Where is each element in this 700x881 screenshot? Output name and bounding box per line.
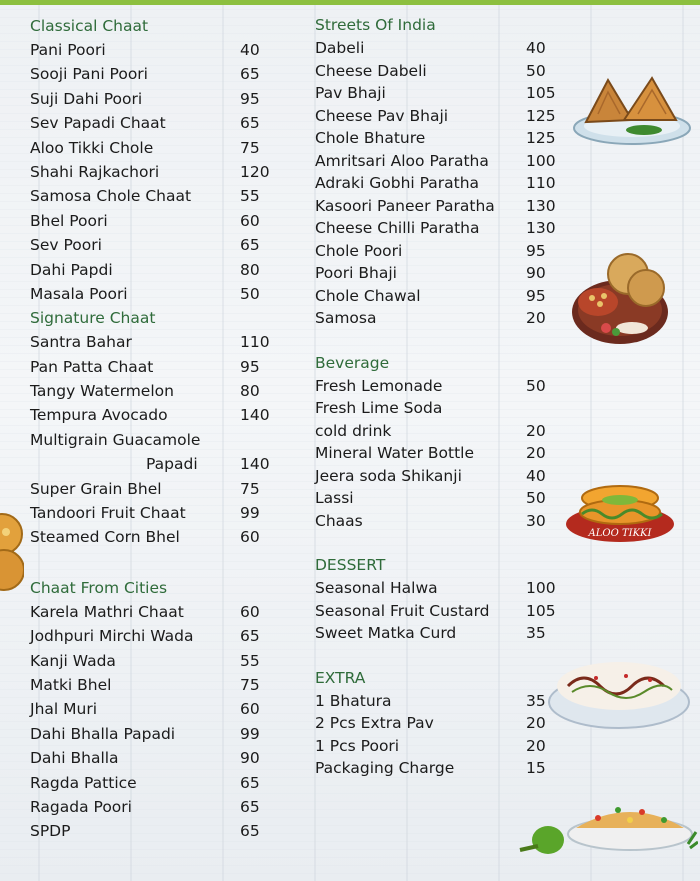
menu-item (30, 477, 270, 501)
menu-item-name: Cheese Dabeli (315, 61, 427, 80)
menu-item-name: Chaas (315, 511, 363, 530)
menu-item-price: 95 (240, 89, 260, 108)
menu-item-price: 50 (240, 284, 260, 303)
menu-item (315, 375, 560, 398)
menu-item (30, 379, 270, 403)
menu-item-price: 65 (240, 797, 260, 816)
menu-item (315, 577, 560, 600)
menu-item (315, 420, 560, 443)
menu-item-name: Kanji Wada (30, 651, 116, 670)
menu-item-name: Sooji Pani Poori (30, 65, 148, 84)
menu-item-price: 20 (526, 714, 546, 732)
menu-item (30, 184, 270, 208)
menu-item (30, 233, 270, 257)
menu-item (315, 712, 560, 735)
menu-item (30, 209, 270, 233)
menu-item-name: Cheese Chilli Paratha (315, 219, 480, 237)
menu-item-name: Chole Bhature (315, 129, 426, 147)
menu-item (30, 258, 270, 282)
menu-item-price: 80 (240, 260, 260, 279)
menu-item-price: 65 (240, 236, 260, 255)
menu-item-price: 50 (526, 61, 546, 80)
menu-item-price: 40 (526, 466, 546, 485)
menu-item-price: 60 (240, 211, 260, 230)
menu-item-name: Seasonal Halwa (315, 579, 438, 597)
menu-item-price: 120 (240, 162, 270, 181)
menu-item-price: 55 (240, 187, 260, 206)
menu-item-name: Poori Bhaji (315, 264, 397, 282)
menu-item-name: SPDP (30, 822, 71, 841)
menu-item-name: Packaging Charge (315, 759, 455, 777)
bhel-plate-image (518, 792, 698, 862)
section-title: Chaat From Cities (30, 578, 168, 597)
menu-item (315, 37, 560, 60)
menu-item-price: 110 (526, 174, 556, 192)
menu-item (315, 172, 560, 195)
menu-item-name: Kasoori Paneer Paratha (315, 196, 495, 215)
menu-item (315, 757, 560, 780)
menu-item-price: 80 (240, 382, 260, 401)
menu-column-left (30, 14, 270, 844)
menu-item (30, 746, 270, 770)
menu-item-price (526, 397, 560, 420)
menu-item (315, 510, 560, 533)
menu-item-name: Pav Bhaji (315, 84, 386, 102)
menu-item-name: Lassi (315, 489, 354, 507)
menu-item (30, 819, 270, 843)
menu-item-name: Sweet Matka Curd (315, 624, 457, 642)
menu-item-name: Samosa (315, 309, 377, 327)
menu-item-name: 1 Bhatura (315, 691, 392, 710)
menu-item (30, 624, 270, 648)
menu-item-price: 50 (526, 376, 546, 395)
menu-item (30, 403, 270, 427)
menu-item (315, 262, 560, 285)
menu-item-price: 95 (526, 241, 546, 260)
menu-item (30, 136, 270, 160)
menu-item-price: 105 (526, 601, 556, 620)
dahi-bhalla-bowl-image (546, 652, 692, 732)
menu-item-price: 125 (526, 129, 556, 147)
section-title: Signature Chaat (30, 309, 156, 328)
menu-item-name: Matki Bhel (30, 675, 112, 694)
menu-item-name: 1 Pcs Poori (315, 736, 400, 755)
menu-item-name: Samosa Chole Chaat (30, 187, 192, 206)
section-spacer (30, 550, 270, 576)
menu-item (315, 690, 560, 713)
menu-item-price: 90 (240, 749, 260, 768)
menu-item-name: Santra Bahar (30, 333, 132, 352)
menu-item-price: 60 (240, 528, 260, 547)
menu-item (315, 217, 560, 240)
menu-item-price: 20 (526, 736, 546, 755)
menu-item-price: 20 (526, 309, 546, 327)
menu-item-name: Cheese Pav Bhaji (315, 106, 449, 125)
menu-item-price: 75 (240, 138, 260, 157)
menu-item-name: Masala Poori (30, 284, 128, 303)
menu-item (30, 600, 270, 624)
menu-item-name: Jhal Muri (30, 700, 98, 719)
menu-item (315, 600, 560, 623)
section-spacer (315, 330, 560, 352)
menu-item-price: 65 (240, 822, 260, 841)
section-title: Streets Of India (315, 16, 436, 34)
section-spacer (315, 532, 560, 554)
menu-item (30, 795, 270, 819)
menu-item-price: 95 (526, 286, 546, 305)
menu-item (315, 397, 560, 420)
menu-item-name: Adraki Gobhi Paratha (315, 174, 480, 192)
menu-column-right (315, 14, 560, 780)
aloo-tikki-plate-image (562, 470, 680, 546)
menu-item-price: 125 (526, 106, 556, 125)
menu-item-name: Sev Poori (30, 236, 102, 255)
menu-item (30, 330, 270, 354)
menu-item-name: Jeera soda Shikanji (315, 466, 462, 485)
menu-item-name: 2 Pcs Extra Pav (315, 714, 434, 732)
menu-item-name: Super Grain Bhel (30, 479, 162, 498)
menu-item (315, 60, 560, 83)
menu-item-name: Steamed Corn Bhel (30, 528, 180, 547)
menu-item-name: Dahi Bhalla Papadi (30, 724, 176, 743)
menu-item (30, 771, 270, 795)
section-title: EXTRA (315, 668, 366, 687)
menu-item-price: 140 (240, 406, 270, 425)
menu-item-name: Tangy Watermelon (30, 382, 174, 401)
menu-item (30, 649, 270, 673)
menu-item (30, 501, 270, 525)
menu-item-price: 130 (526, 196, 556, 215)
menu-item-name: Amritsari Aloo Paratha (315, 151, 489, 170)
menu-item-name: Karela Mathri Chaat (30, 602, 184, 621)
menu-item (30, 673, 270, 697)
menu-item-name: Pan Patta Chaat (30, 357, 154, 376)
menu-item (315, 82, 560, 105)
menu-item-name: Dabeli (315, 39, 365, 57)
menu-item (30, 355, 270, 379)
menu-item-price: 100 (526, 579, 556, 597)
menu-item-price: 75 (240, 675, 260, 694)
menu-item-price: 40 (526, 39, 546, 57)
menu-item (315, 285, 560, 308)
menu-item-price: 60 (240, 602, 260, 621)
menu-item (315, 442, 560, 465)
menu-item-name: Tandoori Fruit Chaat (30, 504, 186, 523)
menu-item-name: Chole Chawal (315, 286, 421, 305)
menu-item (315, 105, 560, 128)
menu-item-name: Fresh Lime Soda (315, 399, 443, 417)
menu-item-price: 30 (526, 511, 546, 530)
menu-item-name-continued: Papadi (146, 455, 198, 474)
menu-item-name: Tempura Avocado (30, 406, 168, 425)
menu-item-price: 110 (240, 333, 270, 352)
menu-item-price: 99 (240, 504, 260, 523)
menu-item-name: Sev Papadi Chaat (30, 114, 166, 133)
menu-item-price: 65 (240, 627, 260, 646)
menu-item-price: 35 (526, 624, 546, 642)
menu-item-name: Mineral Water Bottle (315, 444, 475, 462)
menu-item (30, 38, 270, 62)
menu-item-name: Aloo Tikki Chole (30, 138, 154, 157)
menu-item-name: Pani Poori (30, 41, 106, 59)
menu-item-price: 99 (240, 724, 260, 743)
menu-item-price: 100 (526, 151, 556, 170)
menu-item-price: 20 (526, 421, 546, 440)
menu-item-name: Fresh Lemonade (315, 376, 443, 395)
menu-item (30, 62, 270, 86)
menu-item-price: 130 (526, 219, 556, 237)
menu-item (30, 525, 270, 549)
menu-item-name: Ragda Pattice (30, 773, 137, 792)
menu-item-name: cold drink (315, 421, 392, 440)
menu-item-price: 35 (526, 691, 546, 710)
section-title: Classical Chaat (30, 17, 149, 35)
menu-item (30, 160, 270, 184)
menu-item-name: Ragada Poori (30, 797, 132, 816)
menu-item-name: Multigrain Guacamole (30, 430, 201, 449)
menu-item-price: 90 (526, 264, 546, 282)
menu-item-name: Dahi Papdi (30, 260, 113, 279)
menu-item (315, 465, 560, 488)
menu-item (315, 487, 560, 510)
section-title: Beverage (315, 353, 390, 372)
menu-item (30, 87, 270, 111)
menu-item (315, 735, 560, 758)
menu-item-name: Dahi Bhalla (30, 749, 119, 768)
samosa-plate-image (572, 74, 694, 150)
menu-item (315, 622, 560, 645)
menu-item-price: 65 (240, 114, 260, 133)
menu-item-price: 40 (240, 41, 260, 59)
pani-poori-image (0, 512, 24, 596)
menu-item-price: 65 (240, 773, 260, 792)
menu-item-price: 50 (526, 489, 546, 507)
menu-item (315, 307, 560, 330)
menu-item-name: Suji Dahi Poori (30, 89, 143, 108)
menu-item-price: 75 (240, 479, 260, 498)
menu-item-price: 140 (240, 455, 270, 474)
section-spacer (315, 645, 560, 667)
menu-item-price: 20 (526, 444, 546, 462)
menu-item (30, 282, 270, 306)
aloo-tikki-label: ALOO TIKKI (588, 528, 652, 539)
menu-item (315, 150, 560, 173)
section-title: DESSERT (315, 556, 386, 574)
menu-item (315, 127, 560, 150)
menu-item (30, 697, 270, 721)
menu-item-price: 95 (240, 357, 260, 376)
menu-item-price: 55 (240, 651, 260, 670)
chole-poori-plate-image (570, 252, 672, 348)
menu-item (30, 722, 270, 746)
menu-item-name: Jodhpuri Mirchi Wada (30, 627, 194, 646)
top-accent-bar (0, 0, 700, 5)
menu-item (30, 428, 270, 477)
menu-item-price: 105 (526, 84, 556, 102)
menu-item-name: Shahi Rajkachori (30, 162, 160, 181)
menu-item (30, 111, 270, 135)
menu-item-name: Bhel Poori (30, 211, 108, 230)
menu-item (315, 195, 560, 218)
menu-item-name: Seasonal Fruit Custard (315, 601, 490, 620)
menu-item-name: Chole Poori (315, 241, 403, 260)
menu-item-price: 60 (240, 700, 260, 719)
menu-item-price: 15 (526, 759, 546, 777)
menu-item-price: 65 (240, 65, 260, 84)
menu-item (315, 240, 560, 263)
